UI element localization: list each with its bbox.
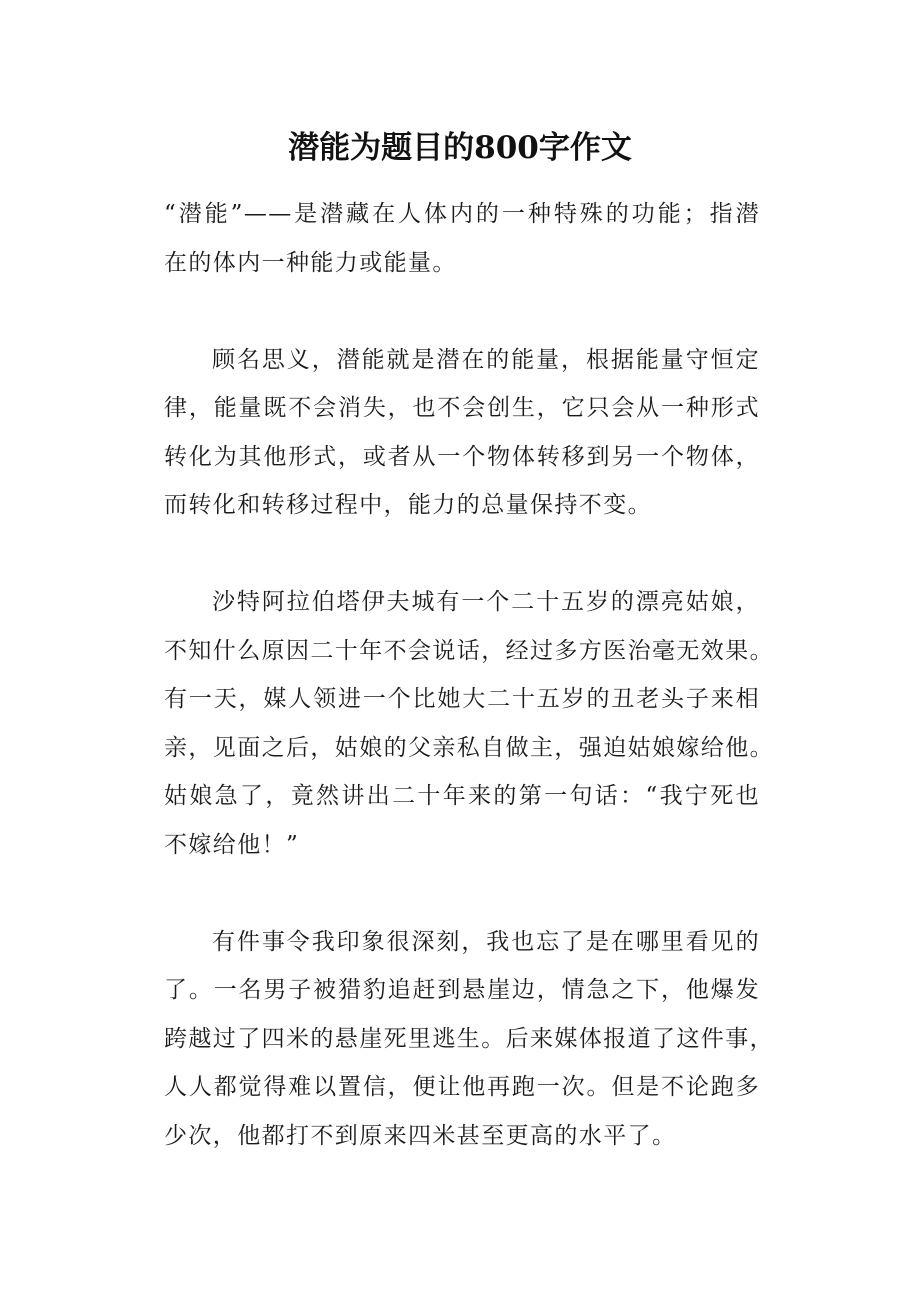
text-line: 有件事令我印象很深刻，我也忘了是在哪里看见的 [212, 928, 760, 955]
text-line: 了。一名男子被猎豹追赶到悬崖边，情急之下，他爆发 [164, 977, 760, 1003]
text-line: 亲，见面之后，姑娘的父亲私自做主，强迫姑娘嫁给他。 [164, 734, 774, 761]
paragraph-definition [164, 190, 760, 287]
text-line: 而转化和转移过程中，能力的总量保持不变。 [164, 492, 652, 518]
text-line: 姑娘急了，竟然讲出二十年来的第一句话：“我宁死也 [164, 783, 760, 809]
text-line: 律，能量既不会消失，也不会创生，它只会从一种形式 [164, 395, 760, 421]
paragraph-girl-story [164, 578, 774, 869]
text-line: 不嫁给他！” [164, 831, 300, 858]
document-title: 潜能为题目的800字作文 [288, 130, 632, 166]
document-body [164, 190, 774, 1160]
text-line: 人人都觉得难以置信，便让他再跑一次。但是不论跑多 [164, 1074, 760, 1100]
text-line: “潜能”——是潜藏在人体内的一种特殊的功能；指潜 [164, 201, 760, 227]
text-line: 不知什么原因二十年不会说话，经过多方医治毫无效果。 [164, 637, 774, 664]
text-line: 跨越过了四米的悬崖死里逃生。后来媒体报道了这件事， [164, 1025, 774, 1052]
paragraph-cheetah-story [164, 918, 774, 1161]
text-line: 沙特阿拉伯塔伊夫城有一个二十五岁的漂亮姑娘， [212, 589, 760, 615]
text-line: 转化为其他形式，或者从一个物体转移到另一个物体， [164, 443, 760, 470]
text-line: 在的体内一种能力或能量。 [164, 249, 457, 276]
text-line: 顾名思义，潜能就是潜在的能量，根据能量守恒定 [212, 346, 760, 373]
text-line: 少次，他都打不到原来四米甚至更高的水平了。 [164, 1122, 677, 1149]
paragraph-energy [164, 336, 760, 530]
text-line: 有一天，媒人领进一个比她大二十五岁的丑老头子来相 [164, 686, 760, 712]
